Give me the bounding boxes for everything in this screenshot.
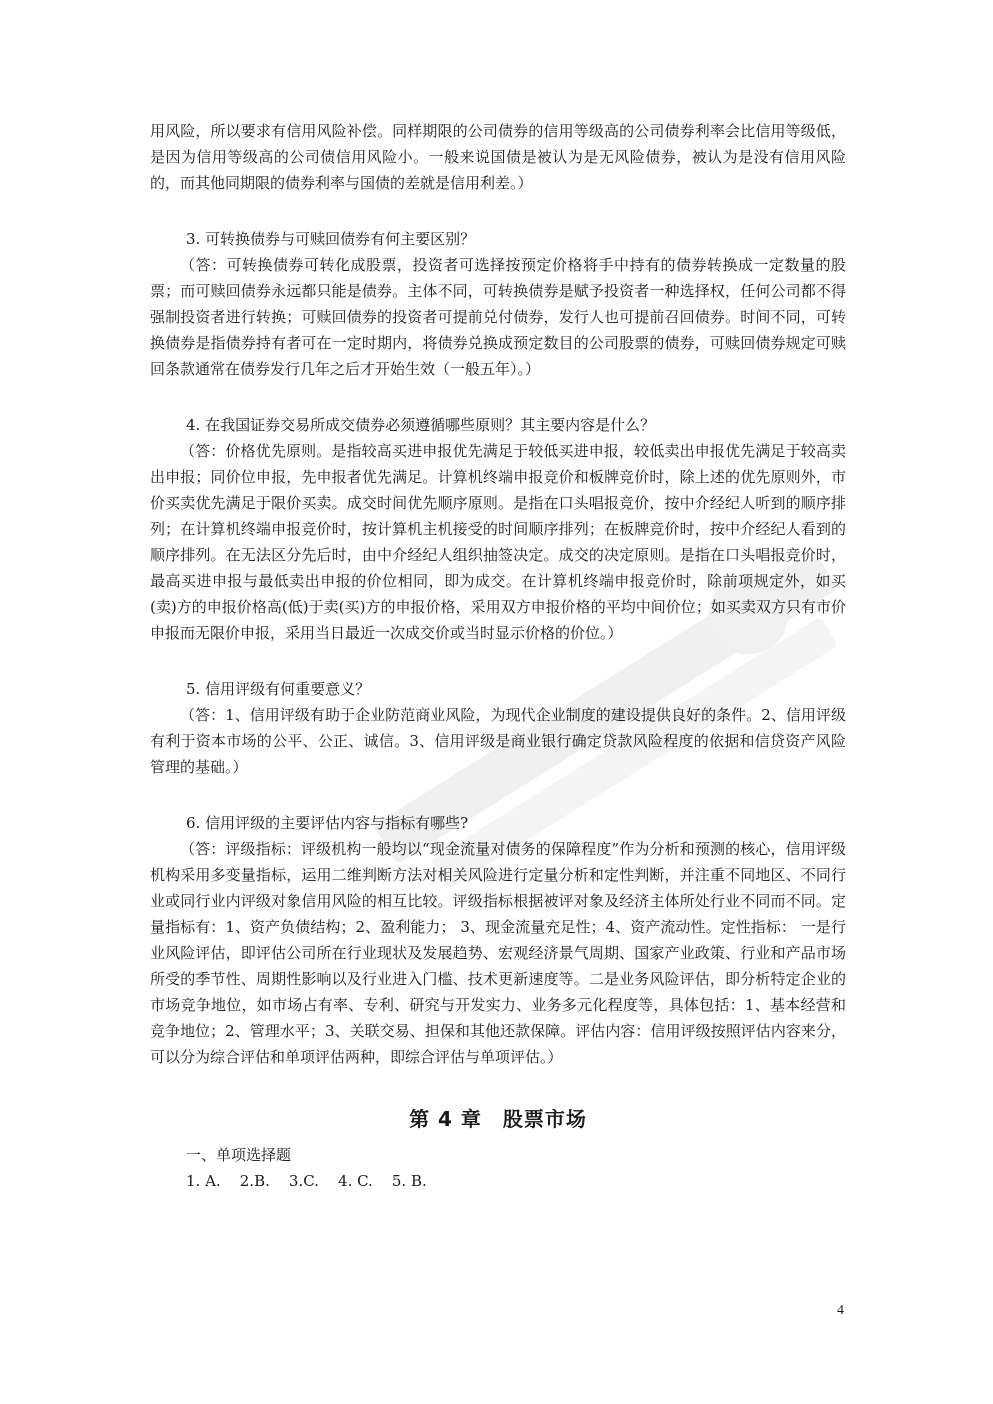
page-content bbox=[150, 118, 846, 1194]
question-6: 6. 信用评级的主要评估内容与指标有哪些? bbox=[186, 814, 469, 832]
page-number: 4 bbox=[837, 1303, 844, 1318]
section-heading: 一、单项选择题 bbox=[186, 1146, 292, 1164]
chapter-title: 第 4 章 股票市场 bbox=[409, 1107, 587, 1131]
paragraph-continued: 用风险，所以要求有信用风险补偿。同样期限的公司债券的信用等级高的公司债券利率会比信用等级低，是因为信用等级高的公司债信用风险小。一般来说国债是被认为是无风险债券，被认为是没有信用风险的，而其他同期限的债券利率与国债的差就是信用利差。） bbox=[150, 122, 846, 192]
question-3: 3. 可转换债券与可赎回债券有何主要区别？ bbox=[186, 230, 476, 248]
answer-5: （答：1、信用评级有助于企业防范商业风险，为现代企业制度的建设提供良好的条件。2、信用评级有利于资本市场的公平、公正、诚信。3、信用评级是商业银行确定贷款风险程度的依据和信贷资产风险管理的基础。） bbox=[150, 706, 846, 776]
question-5: 5. 信用评级有何重要意义？ bbox=[186, 680, 371, 698]
answer-6: （答：评级指标：评级机构一般均以“现金流量对债务的保障程度”作为分析和预测的核心，信用评级机构采用多变量指标，运用二维判断方法对相关风险进行定量分析和定性判断，并注重不同地区、不同行业或同行业内评级对象信用风险的相互比较。评级指标根据被评对象及经济主体所处行业不同而不同。定量指标有：1、资产负债结构；2、盈利能力； 3、现金流量充足性；4、资产流动性。定性指标： 一是行业风险评估，即评估公司所在行业现状及发展趋势、宏观经济景气周期、国家产业政策、行业和产品市场所受的季节性、周期性影响以及行业进入门槛、技术更新速度等。二是业务风险评估，即分析特定企业的市场竞争地位，如市场占有率、专利、研究与开发实力、业务多元化程度等，具体包括：1、基本经营和竞争地位；2、管理水平；3、关联交易、担保和其他还款保障。评估内容：信用评级按照评估内容来分，可以分为综合评估和单项评估两种，即综合评估与单项评估。） bbox=[150, 840, 846, 1066]
answer-key: 1. A. 2.B. 3.C. 4. C. 5. B. bbox=[186, 1172, 427, 1190]
answer-4: （答：价格优先原则。是指较高买进申报优先满足于较低买进申报，较低卖出申报优先满足于较高卖出申报；同价位申报，先申报者优先满足。计算机终端申报竞价和板牌竞价时，除上述的优先原则外，市价买卖优先满足于限价买卖。成交时间优先顺序原则。是指在口头唱报竞价，按中介经纪人听到的顺序排列；在计算机终端申报竞价时，按计算机主机接受的时间顺序排列；在板牌竞价时，按中介经纪人看到的顺序排列。在无法区分先后时，由中介经纪人组织抽签决定。成交的决定原则。是指在口头唱报竞价时，最高买进申报与最低卖出申报的价位相同，即为成交。在计算机终端申报竞价时，除前项规定外，如买(卖)方的申报价格高(低)于卖(买)方的申报价格，采用双方申报价格的平均中间价位；如买卖双方只有市价申报而无限价申报，采用当日最近一次成交价或当时显示价格的价位。） bbox=[150, 442, 846, 642]
answer-3: （答：可转换债券可转化成股票，投资者可选择按预定价格将手中持有的债券转换成一定数量的股票；而可赎回债券永远都只能是债券。主体不同，可转换债券是赋予投资者一种选择权，任何公司都不得强制投资者进行转换；可赎回债券的投资者可提前兑付债券，发行人也可提前召回债券。时间不同，可转换债券是指债券持有者可在一定时期内，将债券兑换成预定数目的公司股票的债券，可赎回债券规定可赎回条款通常在债券发行几年之后才开始生效（一般五年）。） bbox=[150, 256, 846, 378]
question-4: 4. 在我国证券交易所成交债券必须遵循哪些原则？其主要内容是什么？ bbox=[186, 416, 656, 434]
